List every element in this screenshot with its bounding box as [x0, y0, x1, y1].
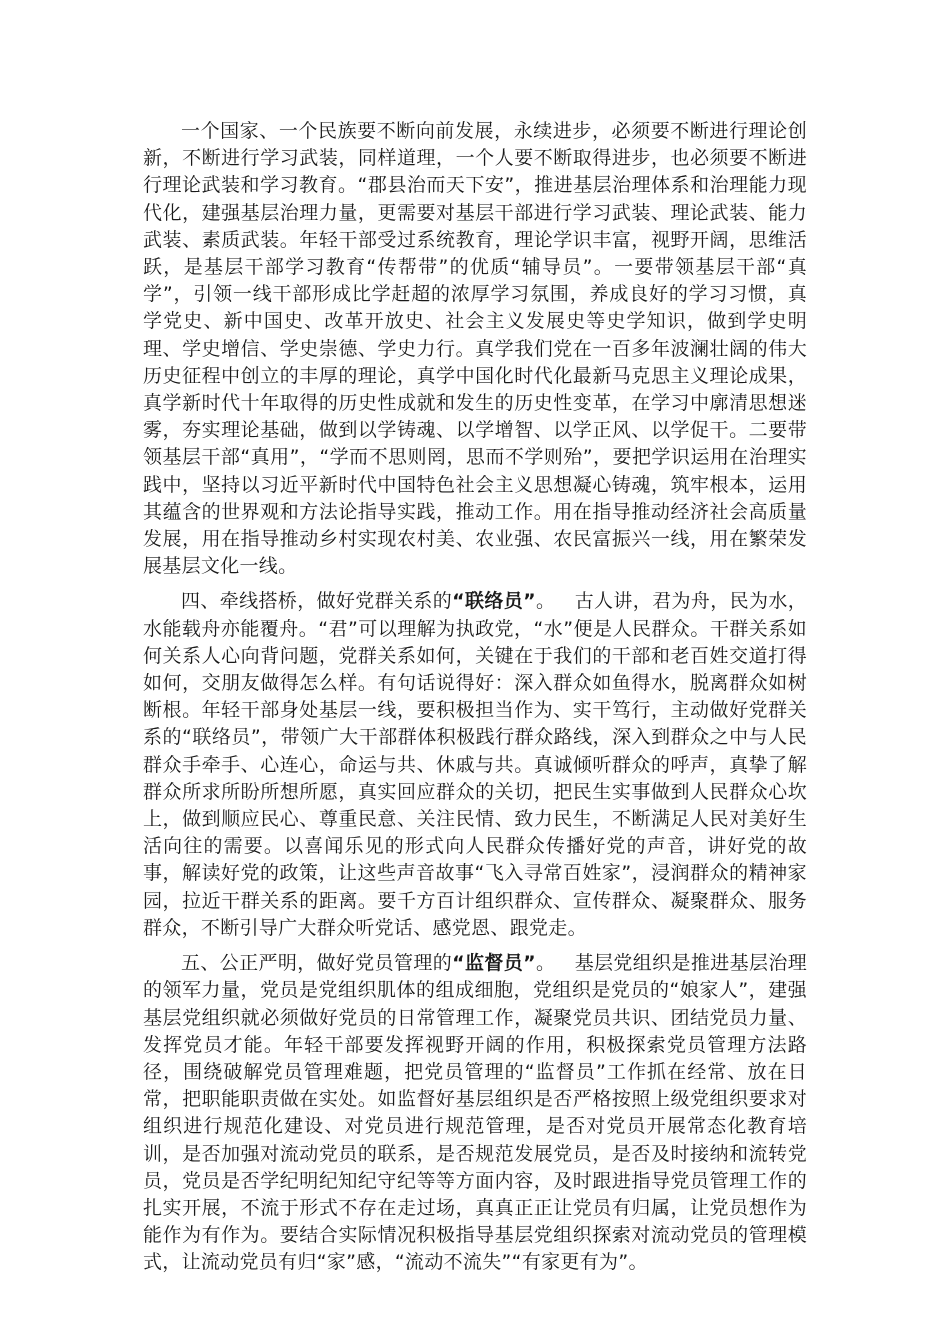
heading-prefix: 五、公正严明，做好党员管理的	[181, 952, 453, 975]
paragraph-study-guide	[143, 118, 807, 580]
heading-bold: “联络员”	[452, 590, 536, 613]
heading-bold: “监督员”	[452, 952, 536, 975]
paragraph-liaison	[143, 588, 807, 942]
paragraph-text: 古人讲，君为舟，民为水，水能载舟亦能覆舟。“君”可以理解为执政党，“水”便是人民群众。干群关系如何关系人心向背问题，党群关系如何，关键在于我们的干部和老百姓交道打得如何，交朋友做得怎么样。有句话说得好：深入群众如鱼得水，脱离群众如树断根。年轻干部身处基层一线，要积极担当作为、实干笃行，主动做好党群关系的“联络员”，带领广大干部群体积极践行群众路线，深入到群众之中与人民群众手牵手、心连心，命运与共、休戚与共。真诚倾听群众的呼声，真挚了解群众所求所盼所想所愿，真实回应群众的关切，把民生实事做到人民群众心坎上，做到顺应民心、尊重民意、关注民情、致力民生，不断满足人民对美好生活向往的需要。以喜闻乐见的形式向人民群众传播好党的声音，讲好党的故事，解读好党的政策，让这些声音故事“飞入寻常百姓家”，浸润群众的精神家园，拉近干群关系的距离。要千方百计组织群众、宣传群众、凝聚群众、服务群众，不断引导广大群众听党话、感党恩、跟党走。	[143, 590, 808, 939]
section-heading	[181, 952, 555, 974]
document-page	[143, 118, 807, 1285]
heading-suffix: 。	[535, 590, 556, 613]
heading-prefix: 四、牵线搭桥，做好党群关系的	[181, 590, 453, 613]
heading-suffix: 。	[535, 952, 556, 975]
paragraph-supervisor	[143, 950, 807, 1276]
paragraph-text: 一个国家、一个民族要不断向前发展，永续进步，必须要不断进行理论创新，不断进行学习武装，同样道理，一个人要不断取得进步，也必须要不断进行理论武装和学习教育。“郡县治而天下安”，推进基层治理体系和治理能力现代化，建强基层治理力量，更需要对基层干部进行学习武装、理论武装、能力武装、素质武装。年轻干部受过系统教育，理论学识丰富，视野开阔，思维活跃，是基层干部学习教育“传帮带”的优质“辅导员”。一要带领基层干部“真学”，引领一线干部形成比学赶超的浓厚学习氛围，养成良好的学习习惯，真学党史、新中国史、改革开放史、社会主义发展史等史学知识，做到学史明理、学史增信、学史崇德、学史力行。真学我们党在一百多年波澜壮阔的伟大历史征程中创立的丰厚的理论，真学中国化时代化最新马克思主义理论成果，真学新时代十年取得的历史性成就和发生的历史性变革，在学习中廓清思想迷雾，夯实理论基础，做到以学铸魂、以学增智、以学正风、以学促干。二要带领基层干部“真用”，“学而不思则罔，思而不学则殆”，要把学识运用在治理实践中，坚持以习近平新时代中国特色社会主义思想凝心铸魂，筑牢根本，运用其蕴含的世界观和方法论指导实践，推动工作。用在指导推动经济社会高质量发展，用在指导推动乡村实现农村美、农业强、农民富振兴一线，用在繁荣发展基层文化一线。	[143, 120, 807, 578]
section-heading	[181, 590, 555, 612]
paragraph-text: 基层党组织是推进基层治理的领军力量，党员是党组织肌体的组成细胞，党组织是党员的“娘家人”，建强基层党组织就必须做好党员的日常管理工作，凝聚党员共识、团结党员力量、发挥党员才能。年轻干部要发挥视野开阔的作用，积极探索党员管理方法路径，围绕破解党员管理难题，把党员管理的“监督员”工作抓在经常、放在日常，把职能职责做在实处。如监督好基层组织是否严格按照上级党组织要求对组织进行规范化建设、对党员进行规范管理，是否对党员开展常态化教育培训，是否加强对流动党员的联系，是否规范发展党员，是否及时接纳和流转党员，党员是否学纪明纪知纪守纪等等方面内容，及时跟进指导党员管理工作的扎实开展，不流于形式不存在走过场，真真正正让党员有归属，让党员想作为能作为有作为。要结合实际情况积极指导基层党组织探索对流动党员的管理模式，让流动党员有归“家”感，“流动不流失”“有家更有为”。	[143, 952, 808, 1274]
